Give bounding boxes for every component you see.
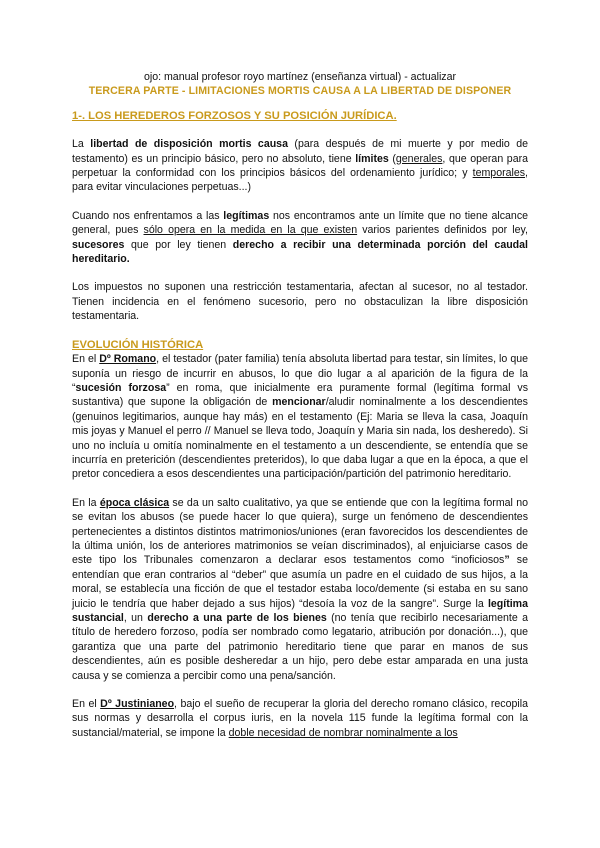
paragraph-justinianeo: En el Dº Justinianeo, bajo el sueño de recuperar la gloria del derecho romano clásico, recopila sus normas y desarrolla el corpus iuris, en la novela 115 funde la legítima formal con la sustancial/material, se impone la doble necesidad de nombrar nominalmente a los: [72, 698, 528, 739]
document-title: TERCERA PARTE - LIMITACIONES MORTIS CAUSA A LA LIBERTAD DE DISPONER: [88, 85, 512, 98]
paragraph-epoca-clasica: En la época clásica se da un salto cualitativo, ya que se entiende que con la legítima formal no se evitan los abusos (se puede hacer lo que quiera), surge un fenómeno de descendientes pertenecientes a distintos distintos matrimonios/uniones (eran favorecidos los descendientes de la última unión, los de anteriores matrimonios se veían discriminados), al enjuiciarse casos de este tipo los Tribunales comenzaron a declarar esos testamentos como “inoficiosos” se entendían que eran contrarios al “deber” que asumía un padre en el cuidado de sus hijos, a la moral, se establecía una ficción de que el testador estaba loco/demente (si estaba en su sano juicio le tendría que haber dejado a sus hijos) “desoía la voz de la sangre”. Surge la legítima sustancial, un derecho a una parte de los bienes (no tenía que recibirlo necesariamente a título de heredero forzoso, podía ser nombrado como legatario, atribución por donación...), que garantiza que una parte del patrimonio hereditario tiene que parar en manos de sus descendientes, aún es posible desheredar a un hijo, pero debe estar amparada en una justa causa y se comienza a percibir como una pena/sanción.: [72, 496, 528, 682]
paragraph-impuestos: Los impuestos no suponen una restricción testamentaria, afectan al sucesor, no al testador. Tienen incidencia en el fenómeno sucesorio, pero no obstaculizan la libre disposición testamentaria.: [72, 281, 528, 323]
paragraph-legitimas: Cuando nos enfrentamos a las legítimas nos encontramos ante un límite que no tiene alcance general, pues sólo opera en la medida en la que existen varios parientes definidos por ley, sucesores que por ley tienen derecho a recibir una determinada porción del caudal hereditario.: [72, 209, 529, 266]
header-note: ojo: manual profesor royo martínez (enseñanza virtual) - actualizar: [143, 71, 457, 83]
paragraph-derecho-romano: En el Dº Romano, el testador (pater familia) tenía absoluta libertad para testar, sin límites, lo que suponía un riesgo de incurrir en abusos, lo que dio lugar a al aparición de la figura de la “sucesión forzosa” en roma, que inicialmente era puramente formal (legítima formal vs sustantiva) que supone la obligación de mencionar/aludir nominalmente a los descendientes (genuinos legitimarios, aunque hay más) en el testamento (Ej: Maria se lleva la casa, Joaquín mis joyas y Manuel el perro // Manuel se lleva todo, Joaquín y Maria sin nada, los desheredo). Si uno no incluía u omitía nominalmente en el testamento a un descendiente, se entendía que se incurría en preterición (descendientes preteridos), lo que daba lugar a que en la época, a que el pretor concediera a esos descendientes una participación/partición del patrimonio hereditario.: [72, 353, 528, 481]
section-heading-evolucion: EVOLUCIÓN HISTÓRICA: [72, 338, 204, 351]
section-heading-herederos: 1-. LOS HEREDEROS FORZOSOS Y SU POSICIÓN JURÍDICA.: [72, 109, 397, 122]
document-body: [72, 70, 528, 740]
paragraph-libertad: La libertad de disposición mortis causa (para después de mi muerte y por medio de testamento) es un principio básico, pero no absoluto, tiene límites (generales, que operan para perpetuar la conformidad con los principios básicos del ordenamiento jurídico; y temporales, para evitar vinculaciones perpetuas...): [72, 138, 528, 194]
